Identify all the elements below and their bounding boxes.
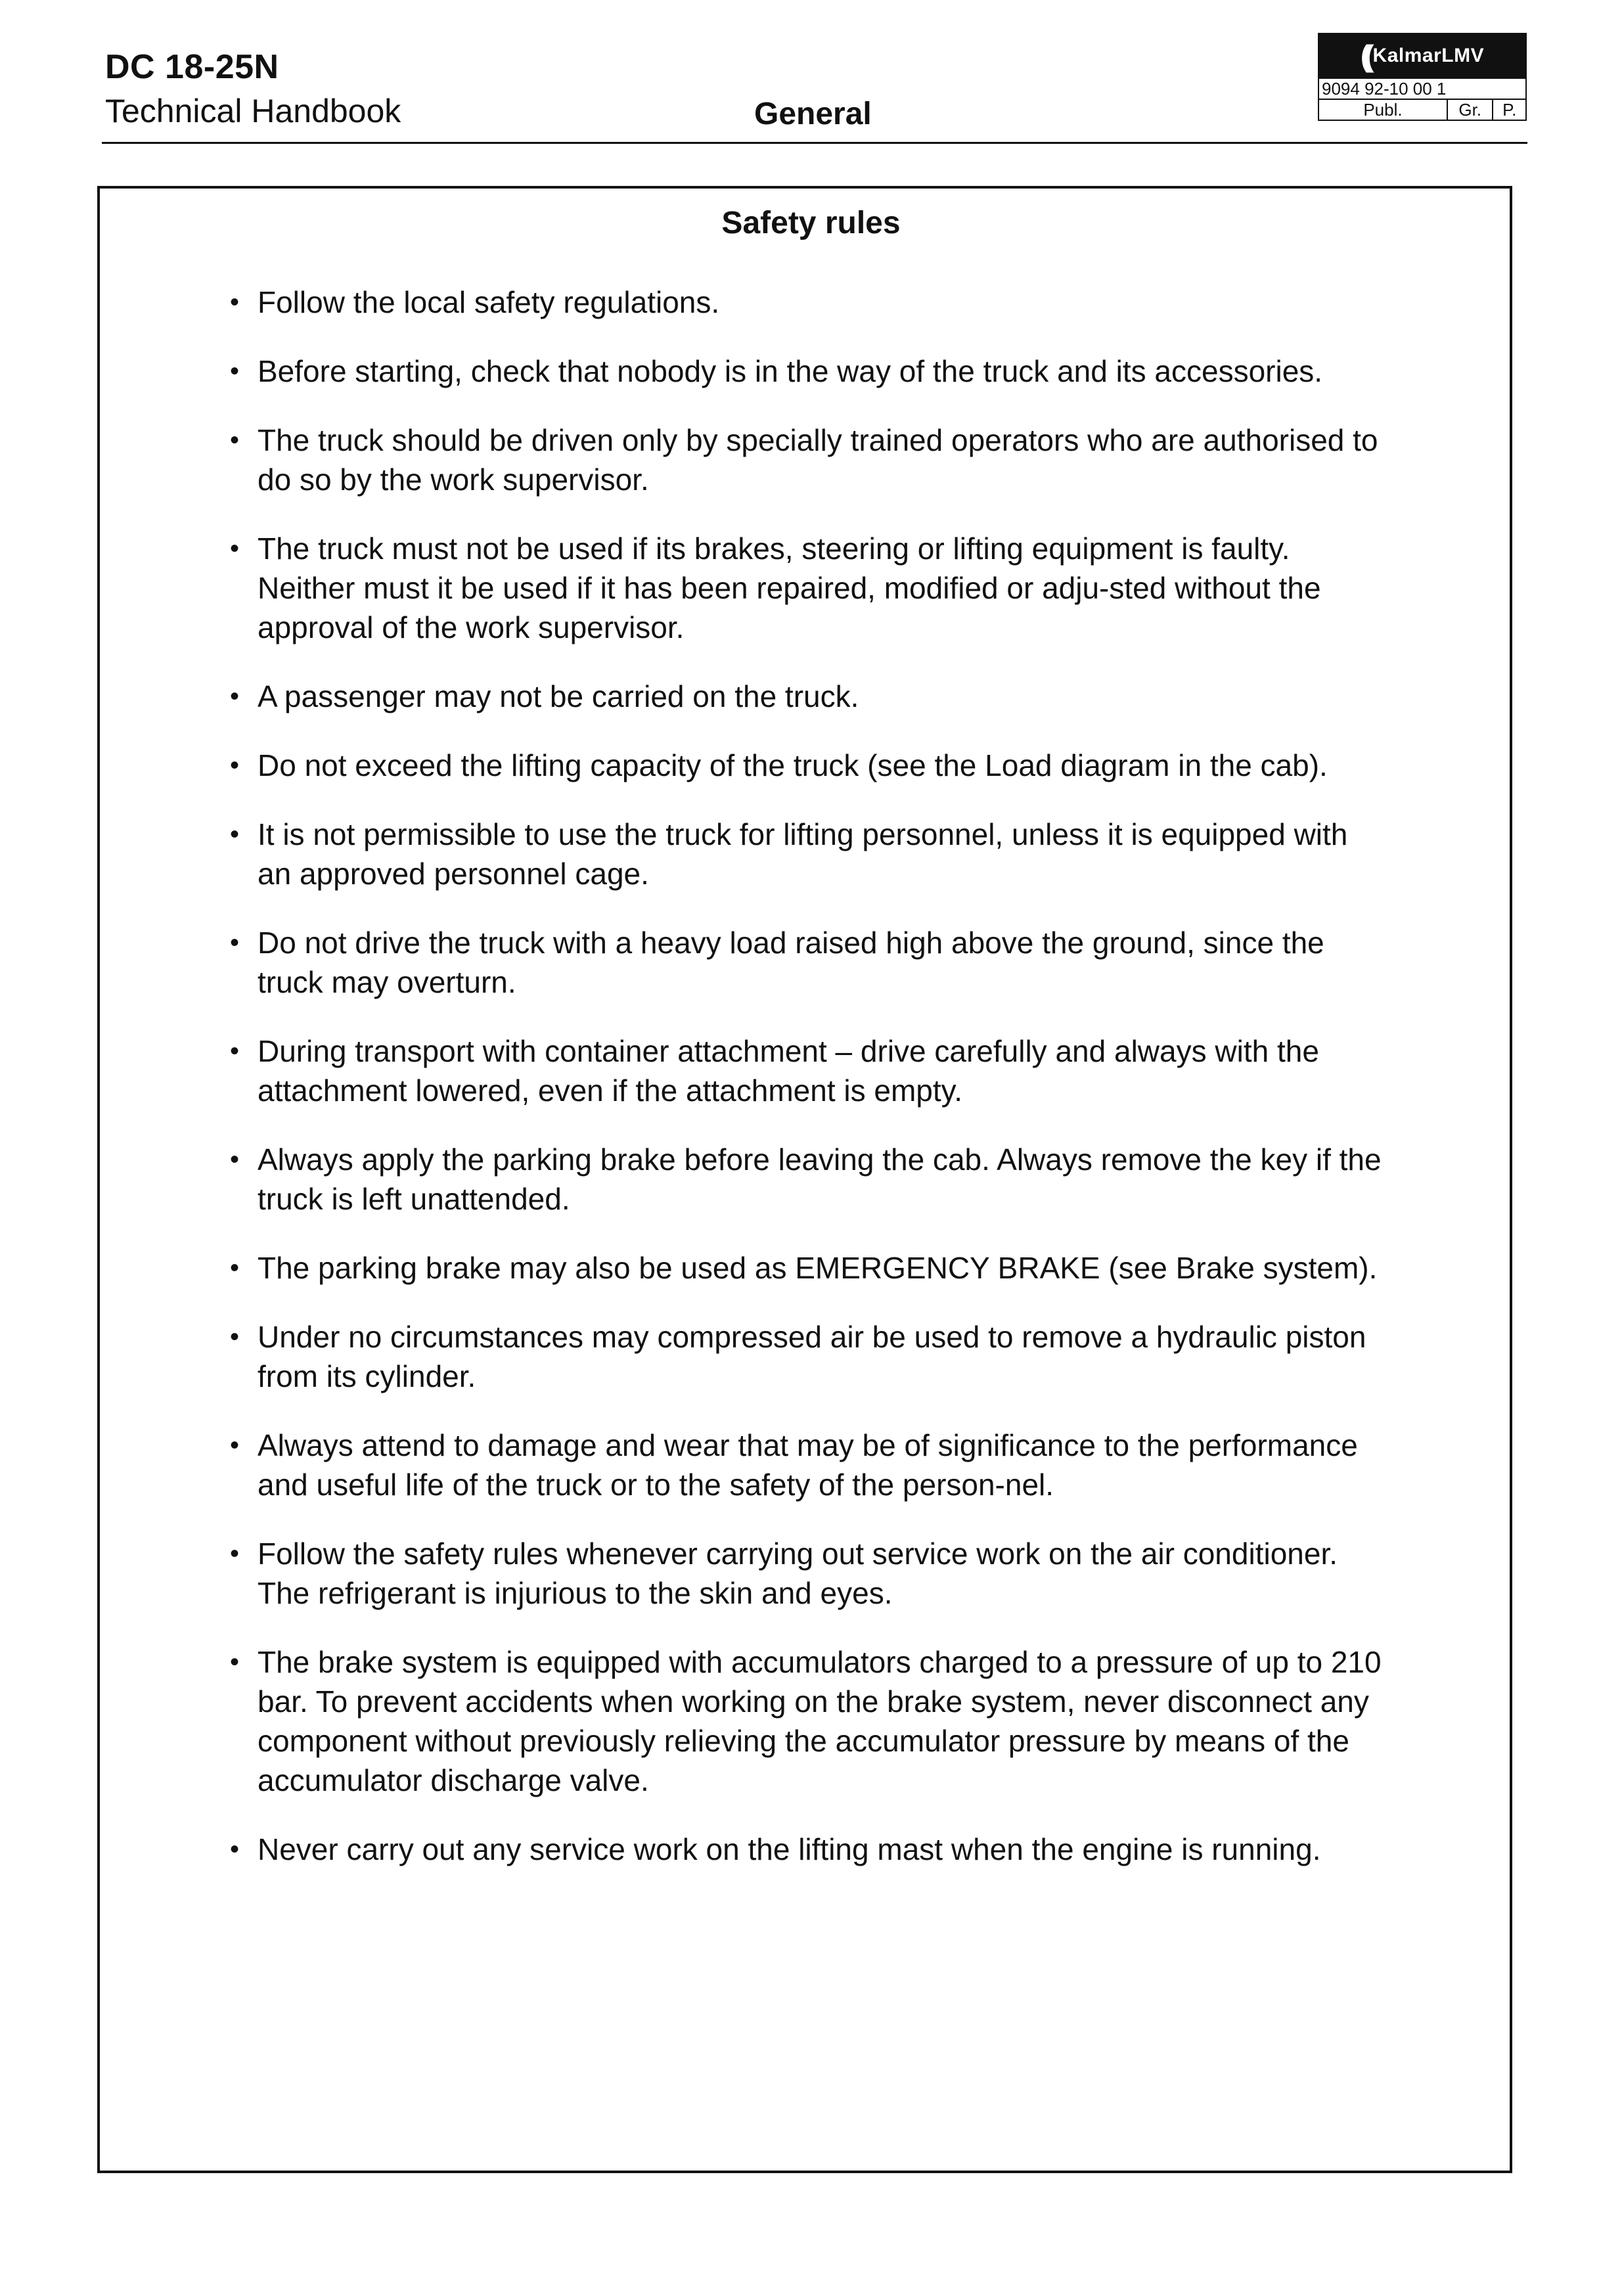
list-item: • The truck must not be used if its brakes, steering or lifting equipment is faulty. Neither must it be used if it has been repaired, modified or adju-sted without the approval of the work supervisor. — [258, 529, 1387, 647]
list-item: • The parking brake may also be used as EMERGENCY BRAKE (see Brake system). — [258, 1248, 1387, 1288]
reference-label-p: P. — [1493, 99, 1526, 120]
reference-code: 9094 92-10 00 1 — [1318, 79, 1526, 99]
list-item: • Always attend to damage and wear that may be of significance to the performance and useful life of the truck or to the safety of the person-nel. — [258, 1426, 1387, 1504]
list-item: • The truck should be driven only by specially trained operators who are authorised to do so by the work supervisor. — [258, 420, 1387, 499]
list-item: • Do not drive the truck with a heavy load raised high above the ground, since the truck may overturn. — [258, 923, 1387, 1002]
box-title: Safety rules — [721, 206, 901, 240]
section-heading: General — [754, 97, 872, 131]
list-item: • Do not exceed the lifting capacity of the truck (see the Load diagram in the cab). — [258, 746, 1387, 785]
list-item: • Always apply the parking brake before leaving the cab. Always remove the key if the truck is left unattended. — [258, 1140, 1387, 1219]
list-item: • The brake system is equipped with accumulators charged to a pressure of up to 210 bar. To prevent accidents when working on the brake system, never disconnect any component without previously relieving the accumulator pressure by means of the accumulator discharge valve. — [258, 1642, 1387, 1800]
brand-logo — [1318, 33, 1527, 79]
safety-rules-list — [258, 282, 1387, 1899]
reference-label-publ: Publ. — [1318, 99, 1447, 120]
list-item: • It is not permissible to use the truck for lifting personnel, unless it is equipped with an approved personnel cage. — [258, 815, 1387, 893]
list-item: • Follow the safety rules whenever carrying out service work on the air conditioner. The refrigerant is injurious to the skin and eyes. — [258, 1534, 1387, 1613]
header-divider — [102, 142, 1527, 144]
list-item: • Follow the local safety regulations. — [258, 282, 1387, 322]
reference-label-gr: Gr. — [1447, 99, 1493, 120]
logo-chevron-icon: (( — [1360, 39, 1368, 73]
list-item: • A passenger may not be carried on the truck. — [258, 677, 1387, 716]
list-item: • During transport with container attachment – drive carefully and always with the attachment lowered, even if the attachment is empty. — [258, 1031, 1387, 1110]
list-item: • Never carry out any service work on the lifting mast when the engine is running. — [258, 1830, 1387, 1869]
document-title: DC 18-25N — [105, 48, 279, 86]
list-item: • Before starting, check that nobody is in the way of the truck and its accessories. — [258, 351, 1387, 391]
reference-table — [1318, 79, 1527, 121]
logo-text: KalmarLMV — [1372, 45, 1485, 66]
document-subtitle: Technical Handbook — [105, 93, 401, 129]
list-item: • Under no circumstances may compressed air be used to remove a hydraulic piston from its cylinder. — [258, 1317, 1387, 1396]
